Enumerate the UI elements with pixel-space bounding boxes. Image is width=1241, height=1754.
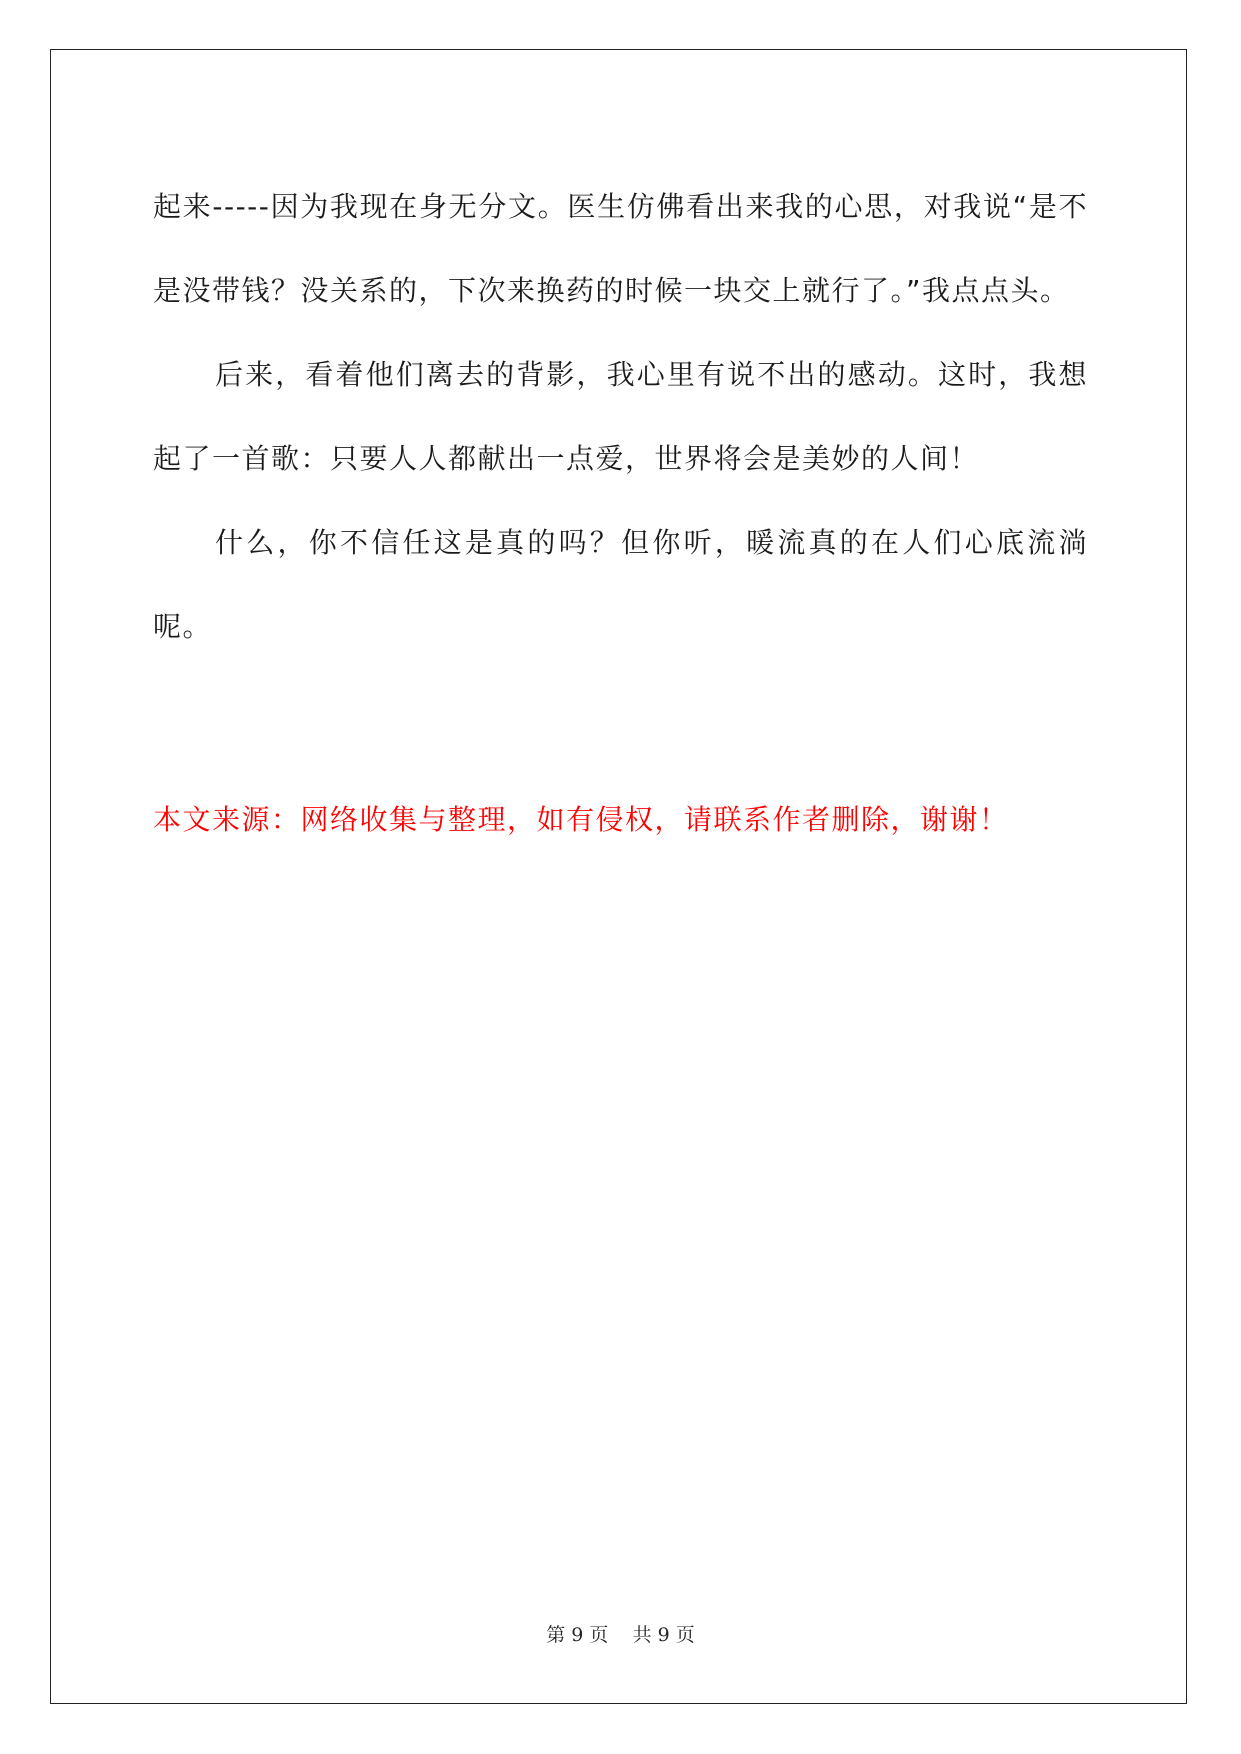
paragraph-3: 什么，你不信任这是真的吗？但你听，暖流真的在人们心底流淌呢。 xyxy=(153,526,1088,643)
source-note: 本文来源：网络收集与整理，如有侵权，请联系作者删除，谢谢！ xyxy=(153,803,1009,836)
paragraph-2: 后来，看着他们离去的背影，我心里有说不出的感动。这时，我想起了一首歌：只要人人都献出一点爱，世界将会是美妙的人间！ xyxy=(153,358,1088,475)
paragraph-1: 起来-----因为我现在身无分文。医生仿佛看出来我的心思，对我说“是不是没带钱？没关系的，下次来换药的时候一块交上就行了。”我点点头。 xyxy=(153,190,1088,307)
document-body xyxy=(153,165,1088,669)
page-number-footer: 第 9 页 共 9 页 xyxy=(546,1624,695,1646)
